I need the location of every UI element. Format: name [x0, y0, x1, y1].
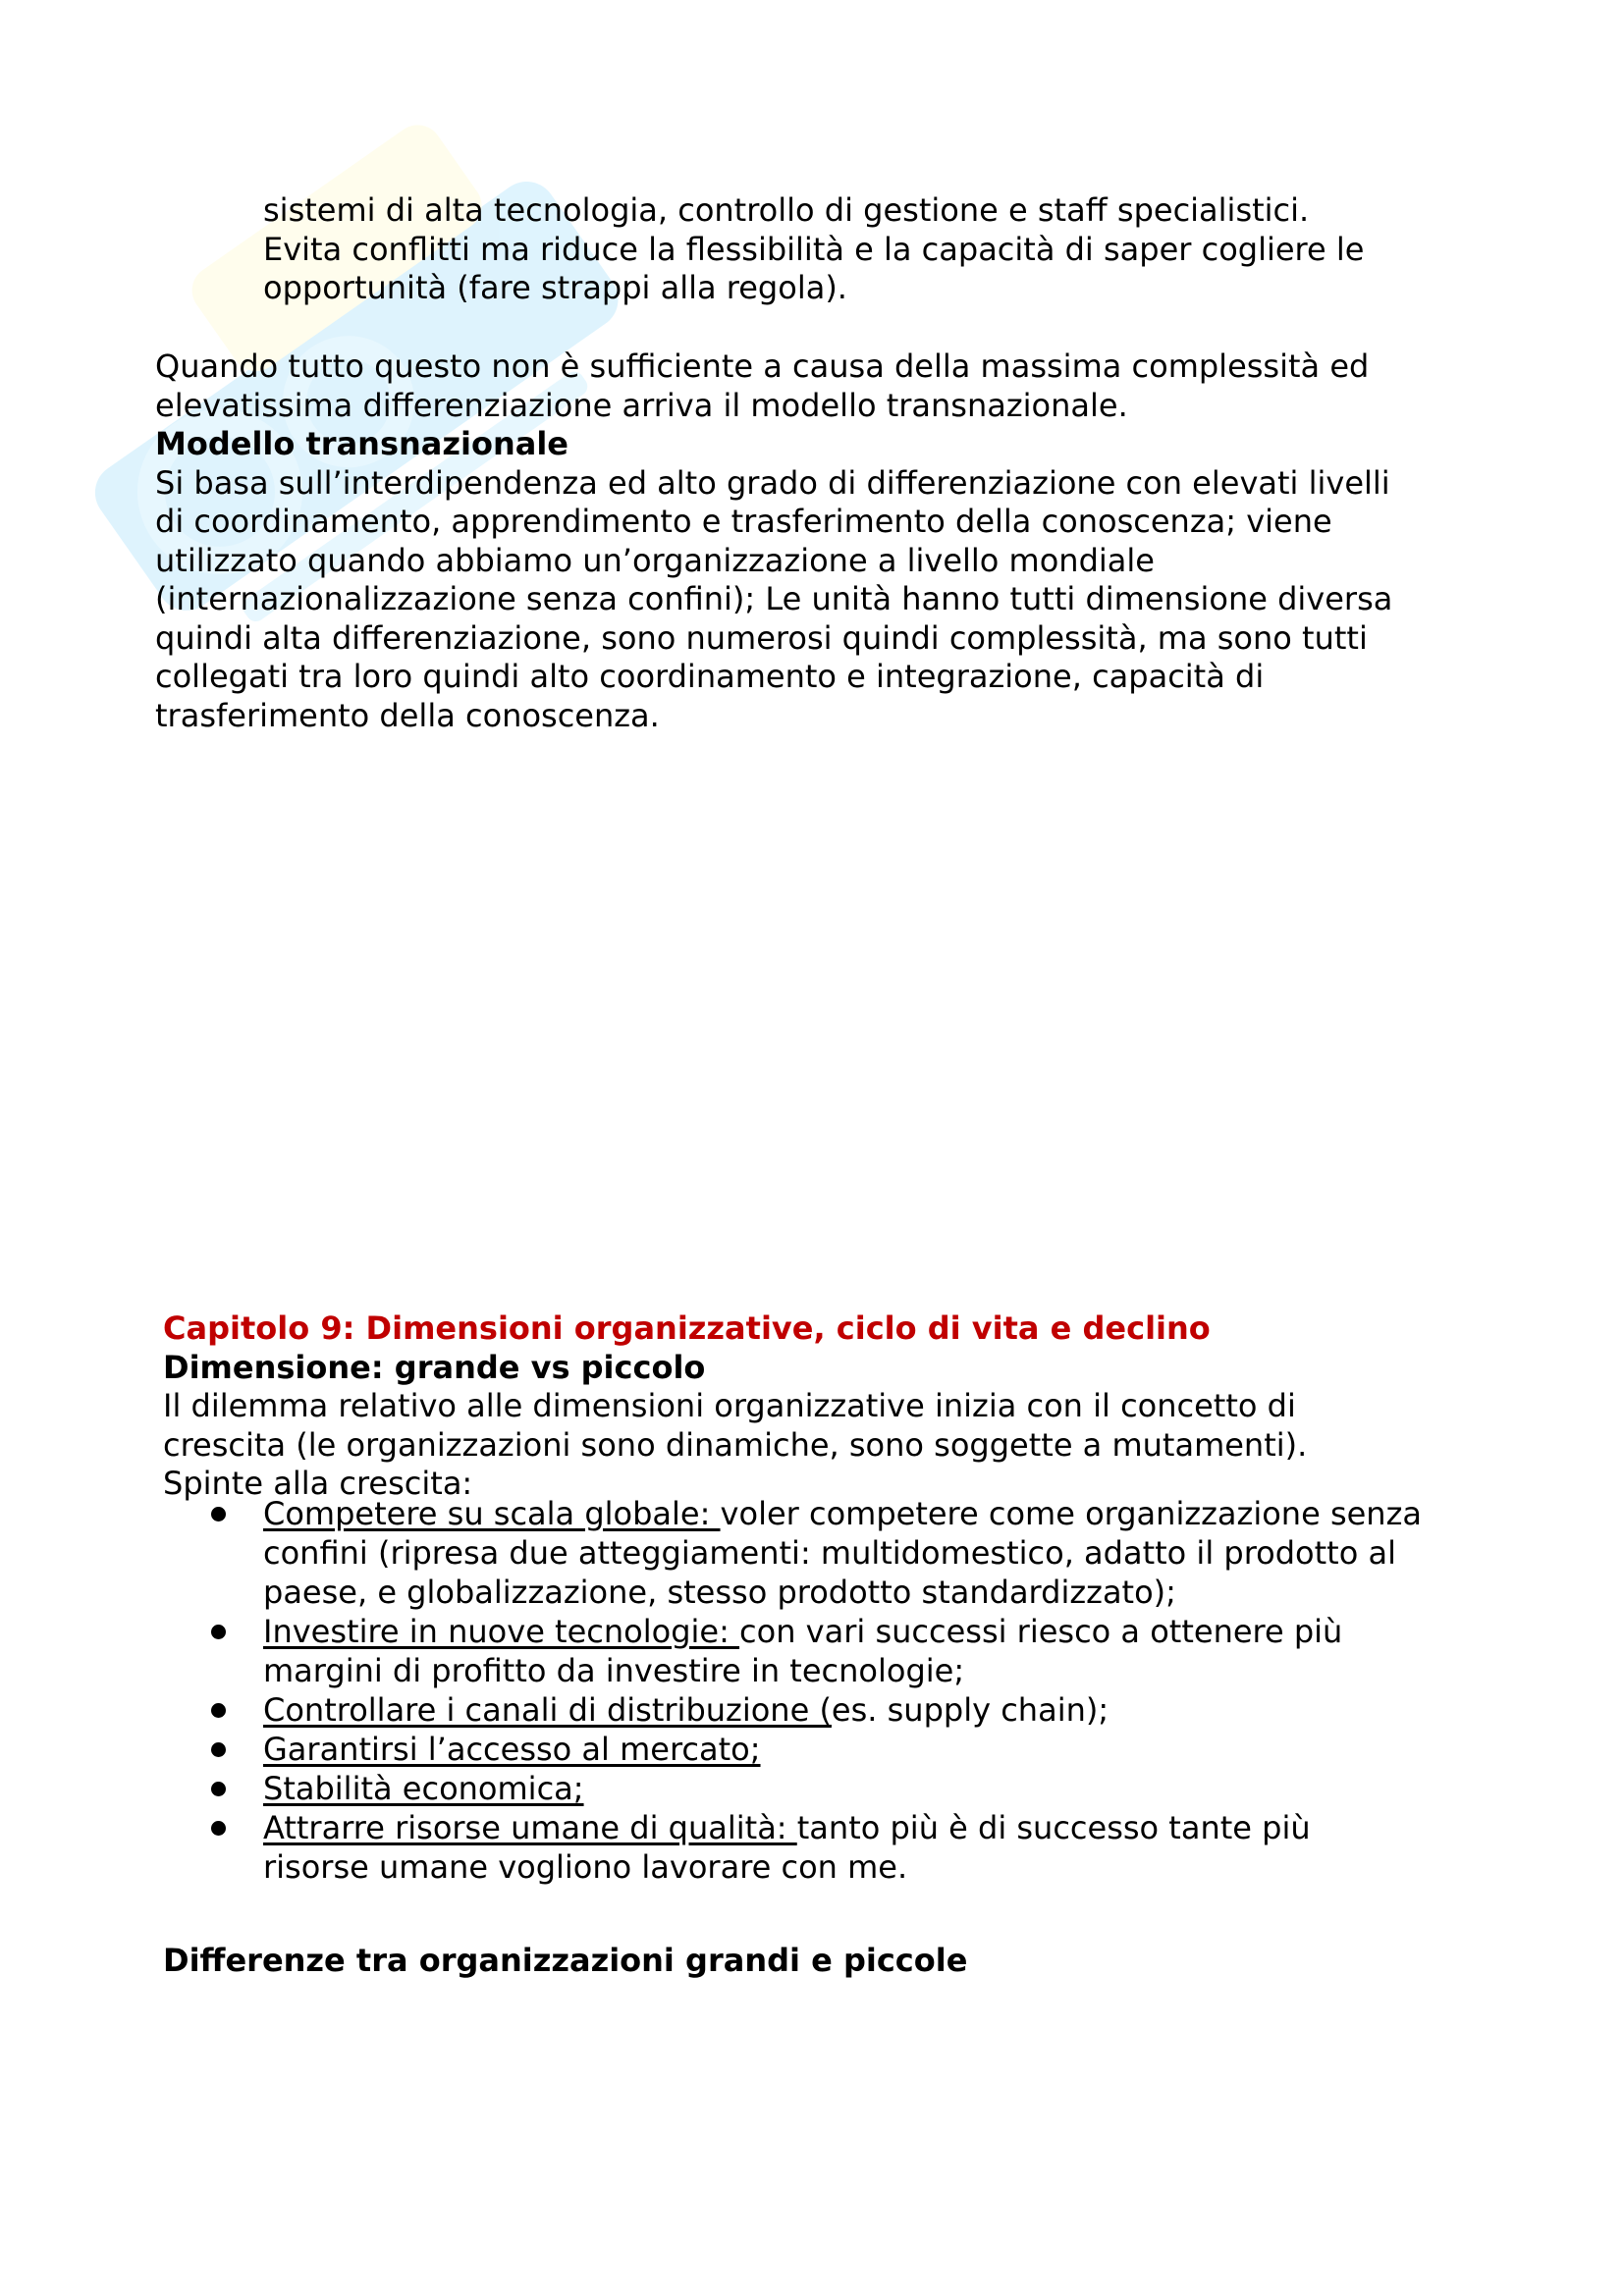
- bullet-text: con vari successi riesco a ottenere più: [739, 1613, 1343, 1650]
- transnational-line: collegati tra loro quindi alto coordinamento e integrazione, capacità di: [155, 658, 1265, 695]
- transition-line: Quando tutto questo non è sufficiente a causa della massima complessità ed: [155, 347, 1370, 385]
- transition-paragraph: [155, 347, 1392, 735]
- transition-line: elevatissima differenziazione arriva il modello transnazionale.: [155, 386, 1128, 424]
- list-item: [0, 1612, 1422, 1690]
- transnational-line: di coordinamento, apprendimento e trasferimento della conoscenza; viene: [155, 503, 1332, 540]
- bullet-key: Competere su scala globale:: [263, 1495, 721, 1532]
- bullet-text: es. supply chain);: [831, 1691, 1109, 1729]
- transnational-line: Si basa sull’interdipendenza ed alto grado di differenziazione con elevati livelli: [155, 463, 1390, 502]
- bullet-continuation: paese, e globalizzazione, stesso prodotto standardizzato);: [263, 1574, 1176, 1611]
- list-item: [0, 1730, 1422, 1769]
- bullet-text: voler competere come organizzazione senza: [720, 1495, 1422, 1532]
- bullet-key: Garantirsi l’accesso al mercato;: [263, 1731, 761, 1768]
- growth-drivers-list: [0, 1494, 1422, 1887]
- bullet-key: Investire in nuove tecnologie:: [263, 1613, 740, 1650]
- bullet-continuation: risorse umane vogliono lavorare con me.: [263, 1848, 908, 1886]
- intro-paragraph: [263, 191, 1364, 308]
- list-item: [0, 1494, 1422, 1612]
- list-item: [0, 1690, 1422, 1730]
- bullet-icon: [211, 1782, 226, 1796]
- transnational-heading: Modello transnazionale: [155, 425, 568, 462]
- intro-line: sistemi di alta tecnologia, controllo di gestione e staff specialistici.: [263, 191, 1310, 229]
- intro-line: Evita conflitti ma riduce la flessibilità e la capacità di saper cogliere le: [263, 230, 1365, 268]
- transnational-line: trasferimento della conoscenza.: [155, 696, 660, 734]
- bullet-icon: [211, 1821, 226, 1836]
- bullet-key: Stabilità economica;: [263, 1770, 584, 1807]
- bullet-continuation: confini (ripresa due atteggiamenti: multidomestico, adatto il prodotto al: [263, 1534, 1396, 1572]
- bullet-icon: [211, 1742, 226, 1757]
- transnational-line: (internazionalizzazione senza confini); Le unità hanno tutti dimensione diversa: [155, 580, 1393, 617]
- bullet-icon: [211, 1625, 226, 1639]
- bullet-icon: [211, 1507, 226, 1522]
- chapter-line: Spinte alla crescita:: [163, 1465, 473, 1502]
- chapter-line: crescita (le organizzazioni sono dinamiche, sono soggette a mutamenti).: [163, 1425, 1308, 1464]
- intro-line: opportunità (fare strappi alla regola).: [263, 269, 847, 306]
- bullet-key: Controllare i canali di distribuzione (: [263, 1691, 832, 1729]
- transnational-line: quindi alta differenziazione, sono numerosi quindi complessità, ma sono tutti: [155, 618, 1368, 657]
- chapter-section: [163, 1309, 1307, 1504]
- chapter-title: Capitolo 9: Dimensioni organizzative, ciclo di vita e declino: [163, 1309, 1211, 1347]
- bullet-continuation: margini di profitto da investire in tecnologie;: [263, 1652, 965, 1689]
- closing-heading: Differenze tra organizzazioni grandi e piccole: [163, 1942, 968, 1979]
- chapter-subheading: Dimensione: grande vs piccolo: [163, 1348, 706, 1386]
- bullet-icon: [211, 1703, 226, 1718]
- transnational-line: utilizzato quando abbiamo un’organizzazione a livello mondiale: [155, 541, 1155, 579]
- bullet-key: Attrarre risorse umane di qualità:: [263, 1809, 797, 1846]
- list-item: [0, 1808, 1422, 1887]
- list-item: [0, 1769, 1422, 1808]
- bullet-text: tanto più è di successo tante più: [796, 1809, 1311, 1846]
- chapter-line: Il dilemma relativo alle dimensioni organizzative inizia con il concetto di: [163, 1387, 1296, 1424]
